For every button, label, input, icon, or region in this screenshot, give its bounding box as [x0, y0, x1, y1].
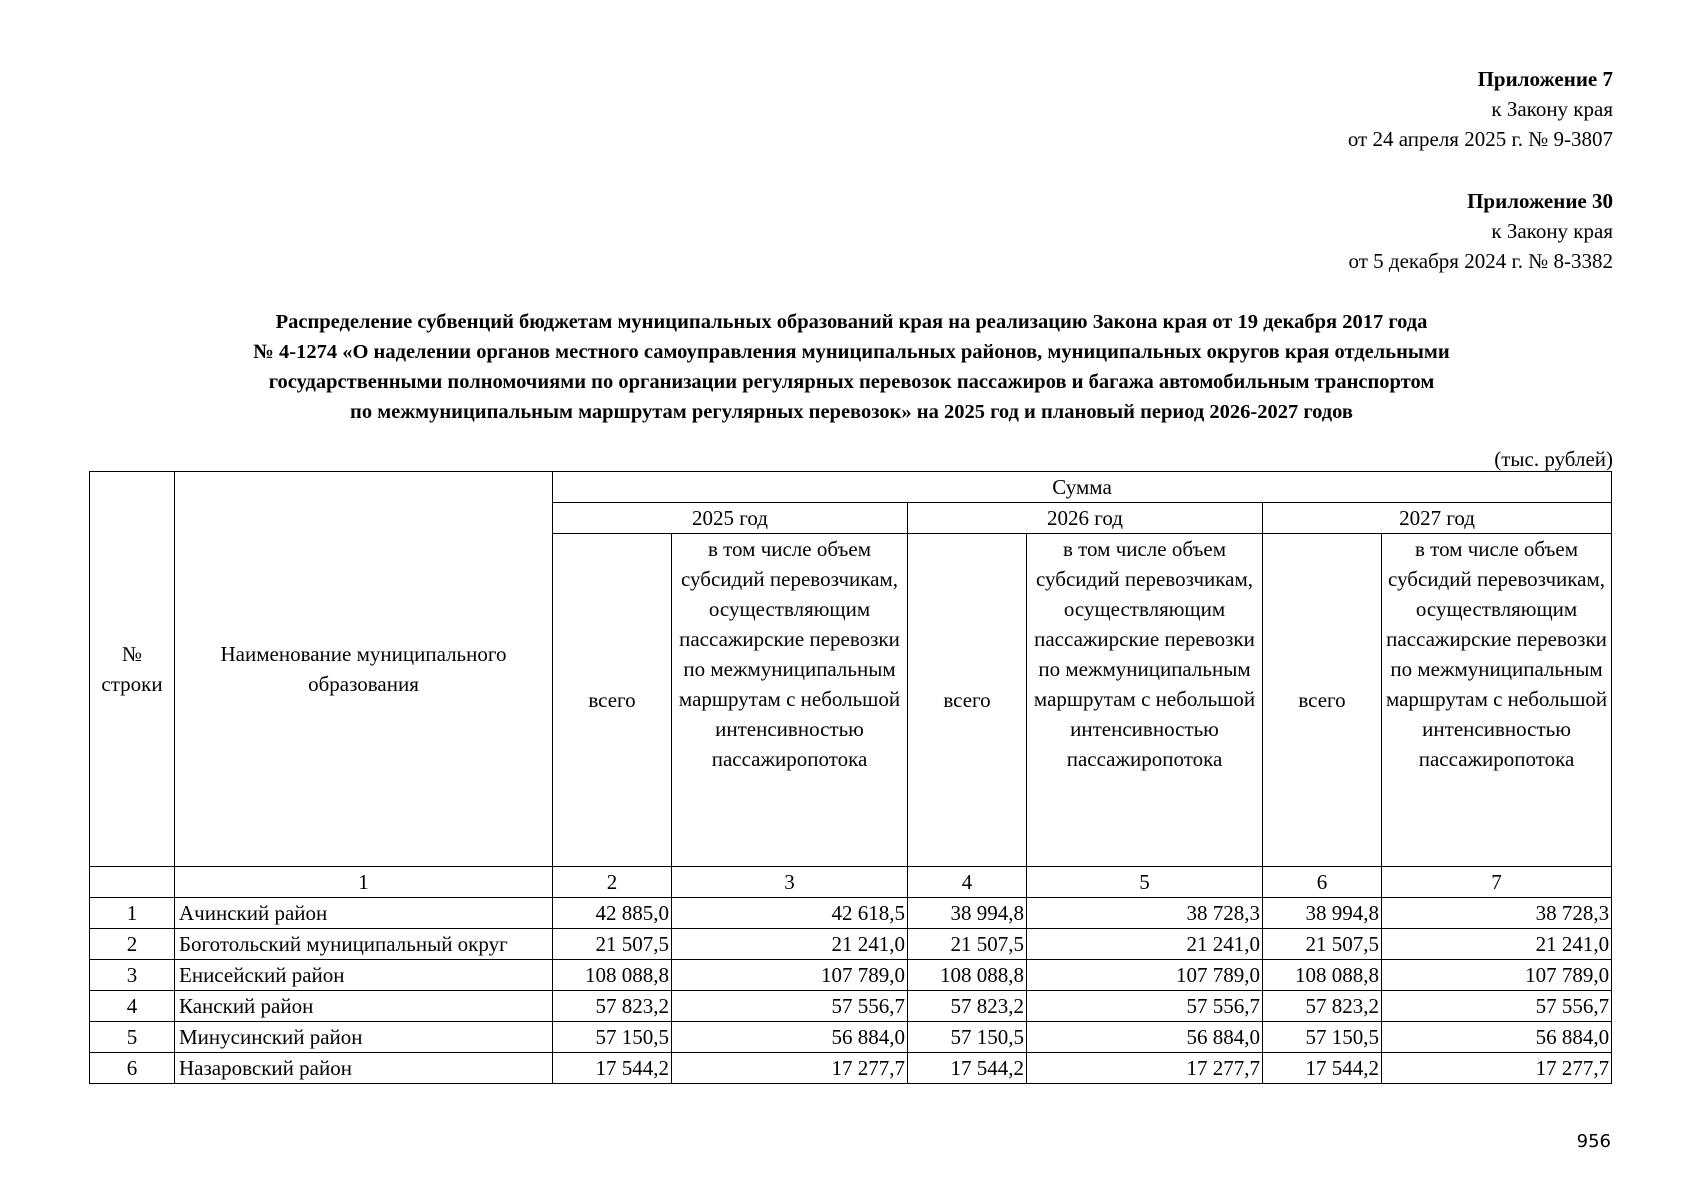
cell-2025-subsidy: 107 789,0 [672, 960, 908, 991]
page-number: 956 [1576, 1131, 1611, 1152]
cell-2025-subsidy: 42 618,5 [672, 898, 908, 929]
cell-2025-subsidy: 57 556,7 [672, 991, 908, 1022]
row-number: 5 [90, 1022, 175, 1053]
cell-2027-subsidy: 107 789,0 [1382, 960, 1612, 991]
header-total: всего [908, 534, 1027, 867]
row-number: 6 [90, 1053, 175, 1084]
row-number: 1 [90, 898, 175, 929]
cell-2026-subsidy: 17 277,7 [1027, 1053, 1263, 1084]
header-year-2027: 2027 год [1263, 503, 1612, 534]
attachment-30-line1: к Закону края [1491, 219, 1613, 243]
cell-2026-total: 108 088,8 [908, 960, 1027, 991]
column-number: 4 [908, 867, 1027, 898]
cell-2026-total: 57 150,5 [908, 1022, 1027, 1053]
header-total: всего [553, 534, 672, 867]
municipality-name: Назаровский район [175, 1053, 553, 1084]
document-title [90, 307, 1613, 427]
row-number: 2 [90, 929, 175, 960]
table-row [90, 1053, 1612, 1084]
header-sum: Сумма [553, 472, 1612, 503]
header-subsidy: в том числе объем субсидий перевозчикам, осуществляющим пассажирские перевозки по межмуниципальным маршрутам с небольшой интенсивностью пассажиропотока [1382, 534, 1612, 867]
table-row [90, 898, 1612, 929]
cell-2027-subsidy: 21 241,0 [1382, 929, 1612, 960]
column-number: 6 [1263, 867, 1382, 898]
municipality-name: Канский район [175, 991, 553, 1022]
municipality-name: Минусинский район [175, 1022, 553, 1053]
header-row-number: № строки [90, 472, 175, 867]
subvention-table [89, 471, 1612, 1084]
attachment-7-line1: к Закону края [1491, 97, 1613, 121]
cell-2027-subsidy: 56 884,0 [1382, 1022, 1612, 1053]
row-number: 3 [90, 960, 175, 991]
cell-2027-total: 57 150,5 [1263, 1022, 1382, 1053]
cell-2025-subsidy: 17 277,7 [672, 1053, 908, 1084]
header-municipality-name: Наименование муниципального образования [175, 472, 553, 867]
cell-2026-total: 38 994,8 [908, 898, 1027, 929]
column-number: 2 [553, 867, 672, 898]
cell-2026-total: 57 823,2 [908, 991, 1027, 1022]
municipality-name: Ачинский район [175, 898, 553, 929]
table-row [90, 960, 1612, 991]
table-header [90, 472, 1612, 867]
cell-2025-total: 17 544,2 [553, 1053, 672, 1084]
cell-2025-subsidy: 21 241,0 [672, 929, 908, 960]
municipality-name: Енисейский район [175, 960, 553, 991]
table-body [90, 867, 1612, 1084]
cell-2026-subsidy: 107 789,0 [1027, 960, 1263, 991]
cell-2026-subsidy: 57 556,7 [1027, 991, 1263, 1022]
cell-2025-total: 108 088,8 [553, 960, 672, 991]
column-number: 5 [1027, 867, 1263, 898]
cell-2026-subsidy: 38 728,3 [1027, 898, 1263, 929]
cell-2026-total: 17 544,2 [908, 1053, 1027, 1084]
row-number: 4 [90, 991, 175, 1022]
header-subsidy: в том числе объем субсидий перевозчикам, осуществляющим пассажирские перевозки по межмуниципальным маршрутам с небольшой интенсивностью пассажиропотока [1027, 534, 1263, 867]
column-number-row [90, 867, 1612, 898]
attachment-7-title: Приложение 7 [1477, 67, 1613, 91]
table-row [90, 929, 1612, 960]
cell-2026-subsidy: 21 241,0 [1027, 929, 1263, 960]
attachment-30-title: Приложение 30 [1467, 189, 1613, 213]
municipality-name: Боготольский муниципальный округ [175, 929, 553, 960]
table-row [90, 991, 1612, 1022]
cell-2025-total: 42 885,0 [553, 898, 672, 929]
header-year-2026: 2026 год [908, 503, 1263, 534]
document-title-line: государственными полномочиями по организации регулярных перевозок пассажиров и багажа автомобильным транспортом [268, 371, 1435, 393]
cell-2027-total: 17 544,2 [1263, 1053, 1382, 1084]
column-number: 3 [672, 867, 908, 898]
cell-2026-subsidy: 56 884,0 [1027, 1022, 1263, 1053]
cell-2027-total: 38 994,8 [1263, 898, 1382, 929]
column-number [90, 867, 175, 898]
units-label: (тыс. рублей) [1494, 447, 1613, 471]
attachment-30-block [1349, 186, 1613, 276]
cell-2025-total: 21 507,5 [553, 929, 672, 960]
column-number: 1 [175, 867, 553, 898]
cell-2027-subsidy: 17 277,7 [1382, 1053, 1612, 1084]
cell-2025-subsidy: 56 884,0 [672, 1022, 908, 1053]
cell-2027-total: 21 507,5 [1263, 929, 1382, 960]
document-title-line: № 4-1274 «О наделении органов местного самоуправления муниципальных районов, муниципальных округов края отдельными [253, 341, 1450, 363]
header-year-2025: 2025 год [553, 503, 908, 534]
cell-2026-total: 21 507,5 [908, 929, 1027, 960]
table-row [90, 1022, 1612, 1053]
attachment-7-block [1348, 64, 1613, 154]
document-title-line: Распределение субвенций бюджетам муниципальных образований края на реализацию Закона края от 19 декабря 2017 года [275, 311, 1428, 333]
header-total: всего [1263, 534, 1382, 867]
header-subsidy: в том числе объем субсидий перевозчикам, осуществляющим пассажирские перевозки по межмуниципальным маршрутам с небольшой интенсивностью пассажиропотока [672, 534, 908, 867]
document-title-line: по межмуниципальным маршрутам регулярных перевозок» на 2025 год и плановый период 2026-2027 годов [350, 401, 1353, 423]
column-number: 7 [1382, 867, 1612, 898]
cell-2027-subsidy: 57 556,7 [1382, 991, 1612, 1022]
cell-2027-total: 57 823,2 [1263, 991, 1382, 1022]
attachment-7-line2: от 24 апреля 2025 г. № 9-3807 [1347, 127, 1613, 151]
cell-2027-subsidy: 38 728,3 [1382, 898, 1612, 929]
cell-2025-total: 57 150,5 [553, 1022, 672, 1053]
cell-2025-total: 57 823,2 [553, 991, 672, 1022]
attachment-30-line2: от 5 декабря 2024 г. № 8-3382 [1348, 249, 1613, 273]
cell-2027-total: 108 088,8 [1263, 960, 1382, 991]
